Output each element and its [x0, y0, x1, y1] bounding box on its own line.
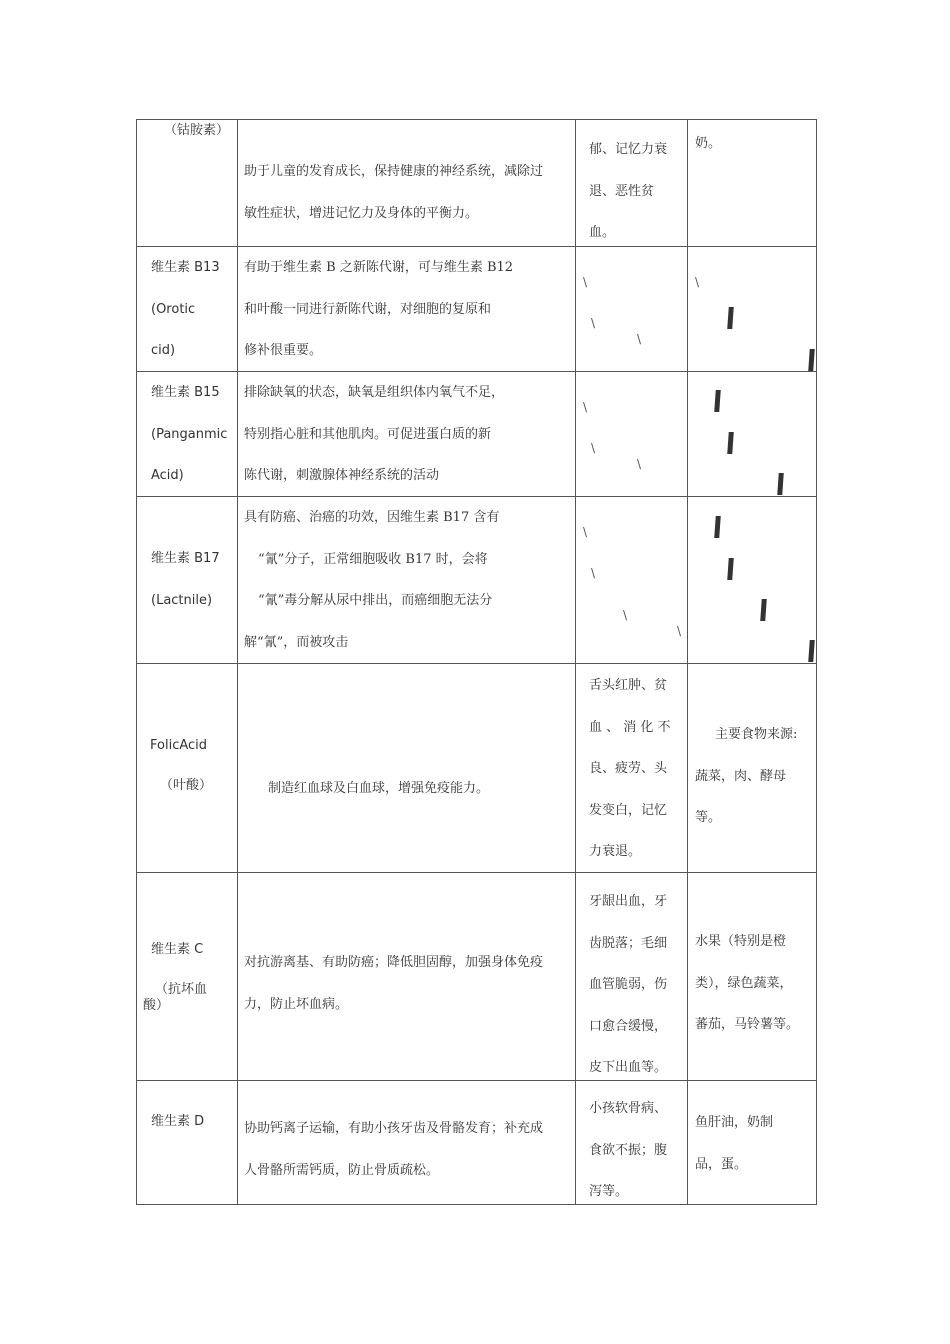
vitamin-name-cell: [151, 247, 220, 372]
deficiency-line: 口愈合缓慢，: [589, 1018, 668, 1034]
source-line: 品，蛋。: [695, 1156, 748, 1172]
function-line: “氰”分子，正常细胞吸收 B17 时，会将: [258, 551, 488, 567]
source-cell: [695, 134, 721, 154]
function-line: “氰”毒分解从尿中排出，而癌细胞无法分: [258, 593, 493, 608]
vitamin-name: （叶酸）: [160, 778, 213, 793]
vitamin-name: 维生素 B15: [151, 385, 220, 400]
column-divider: [237, 120, 238, 1204]
deficiency-line: 牙龈出血，牙: [589, 894, 668, 909]
source-cell: [695, 1102, 773, 1185]
function-line: 制造红血球及白血球，增强免疫能力。: [268, 781, 490, 796]
vitamin-name-cell: [150, 725, 207, 767]
function-cell: [244, 372, 504, 497]
vitamin-subname-cell: [143, 980, 207, 1012]
function-cell: [244, 497, 499, 663]
row-divider: [137, 872, 816, 873]
source-line: 鱼肝油，奶制: [695, 1115, 774, 1130]
deficiency-line: 泻等。: [589, 1184, 629, 1199]
vitamin-name: FolicAcid: [150, 738, 208, 753]
function-line: 协助钙离子运输，有助小孩牙齿及骨骼发育；补充成: [244, 1121, 544, 1136]
function-line: 对抗游离基、有助防癌；降低胆固醇，加强身体免疫: [244, 955, 544, 970]
bar-mark: [808, 640, 815, 662]
bar-mark: [777, 473, 784, 495]
bar-mark: [727, 307, 734, 329]
deficiency-line: 食欲不振；腹: [589, 1142, 668, 1158]
vitamin-subname-cell: [160, 776, 212, 796]
vitamin-name-cell: [151, 538, 220, 621]
bar-mark: [727, 558, 734, 580]
bar-mark: [760, 599, 767, 621]
column-divider: [687, 120, 688, 1204]
vitamin-name: cid): [151, 343, 176, 358]
slash-mark: \: [677, 624, 682, 638]
slash-mark: \: [591, 316, 596, 330]
vitamin-name-cell: [151, 1101, 204, 1143]
vitamin-name: 酸）: [143, 998, 170, 1013]
vitamin-name: （钴胺素）: [164, 123, 230, 138]
vitamin-table: [136, 119, 817, 1205]
vitamin-name: 维生素 B13: [151, 260, 220, 275]
bar-mark: [714, 516, 721, 538]
vitamin-name-cell: [151, 372, 227, 497]
slash-mark: \: [583, 525, 588, 539]
function-line: 力，防止坏血病。: [244, 996, 349, 1012]
table-row: [164, 121, 229, 141]
vitamin-name-cell: [151, 929, 203, 971]
slash-mark: \: [583, 275, 588, 289]
source-line: 蔬菜，肉、酵母: [695, 768, 787, 784]
source-cell: [695, 921, 799, 1046]
vitamin-name: (Orotic: [151, 301, 196, 317]
slash-mark: \: [591, 566, 596, 580]
deficiency-line: 良、疲劳、头: [589, 761, 668, 776]
bar-mark: [727, 432, 734, 454]
function-line: 助于儿童的发育成长，保持健康的神经系统，减除过: [244, 164, 544, 179]
deficiency-line: 发变白，记忆: [589, 802, 668, 818]
deficiency-line: 血。: [589, 225, 616, 240]
source-line: 等。: [695, 810, 722, 825]
vitamin-name: (Panganmic: [151, 426, 228, 442]
vitamin-name: Acid): [151, 468, 184, 483]
deficiency-line: 血 、 消 化 不: [589, 719, 671, 735]
function-cell: [268, 768, 489, 810]
row-divider: [137, 663, 816, 664]
deficiency-line: 退、恶性贫: [589, 183, 655, 199]
function-cell: [244, 151, 543, 234]
function-cell: [244, 942, 543, 1025]
deficiency-cell: [589, 129, 667, 254]
slash-mark: \: [695, 275, 700, 289]
function-line: 解“氰”，而被攻击: [244, 634, 349, 650]
function-line: 陈代谢，刺激腺体神经系统的活动: [244, 468, 440, 483]
source-line: 主要食物来源:: [715, 727, 798, 742]
source-line: 类），绿色蔬菜，: [695, 975, 793, 991]
function-line: 排除缺氧的状态，缺氧是组织体内氧气不足，: [244, 385, 505, 400]
slash-mark: \: [637, 457, 642, 471]
slash-mark: \: [591, 441, 596, 455]
function-cell: [244, 1108, 543, 1191]
vitamin-name: (Lactnile): [151, 592, 213, 608]
source-line: 水果（特别是橙: [695, 934, 787, 949]
function-line: 特别指心脏和其他肌肉。可促进蛋白质的新: [244, 426, 492, 442]
deficiency-line: 郁、记忆力衰: [589, 142, 668, 157]
vitamin-name: 维生素 B17: [151, 551, 220, 566]
deficiency-cell: [589, 1088, 667, 1213]
source-line: 奶。: [695, 136, 722, 151]
function-cell: [244, 247, 513, 372]
function-line: 有助于维生素 B 之新陈代谢，可与维生素 B12: [244, 260, 514, 275]
source-line: 蕃茄，马铃薯等。: [695, 1017, 800, 1032]
deficiency-line: 小孩软骨病、: [589, 1101, 668, 1116]
bar-mark: [714, 390, 721, 412]
deficiency-line: 舌头红肿、贫: [589, 678, 668, 693]
deficiency-line: 齿脱落；毛细: [589, 935, 668, 951]
deficiency-cell: [589, 881, 667, 1089]
deficiency-cell: [589, 665, 671, 873]
function-line: 人骨骼所需钙质，防止骨质疏松。: [244, 1162, 440, 1178]
slash-mark: \: [637, 332, 642, 346]
bar-mark: [808, 349, 815, 371]
column-divider: [575, 120, 576, 1204]
deficiency-line: 皮下出血等。: [589, 1060, 668, 1075]
vitamin-name: 维生素 C: [151, 942, 204, 957]
function-line: 和叶酸一同进行新陈代谢，对细胞的复原和: [244, 301, 492, 317]
slash-mark: \: [583, 400, 588, 414]
vitamin-name: （抗坏血: [155, 982, 208, 997]
deficiency-line: 力衰退。: [589, 844, 642, 859]
vitamin-name: 维生素 D: [151, 1114, 205, 1129]
function-line: 敏性症状，增进记忆力及身体的平衡力。: [244, 205, 479, 221]
function-line: 修补很重要。: [244, 343, 323, 358]
function-line: 具有防癌、治癌的功效，因维生素 B17 含有: [244, 510, 500, 525]
deficiency-line: 血管脆弱，伤: [589, 977, 668, 992]
row-divider: [137, 1080, 816, 1081]
source-cell: [695, 714, 797, 839]
slash-mark: \: [623, 608, 628, 622]
